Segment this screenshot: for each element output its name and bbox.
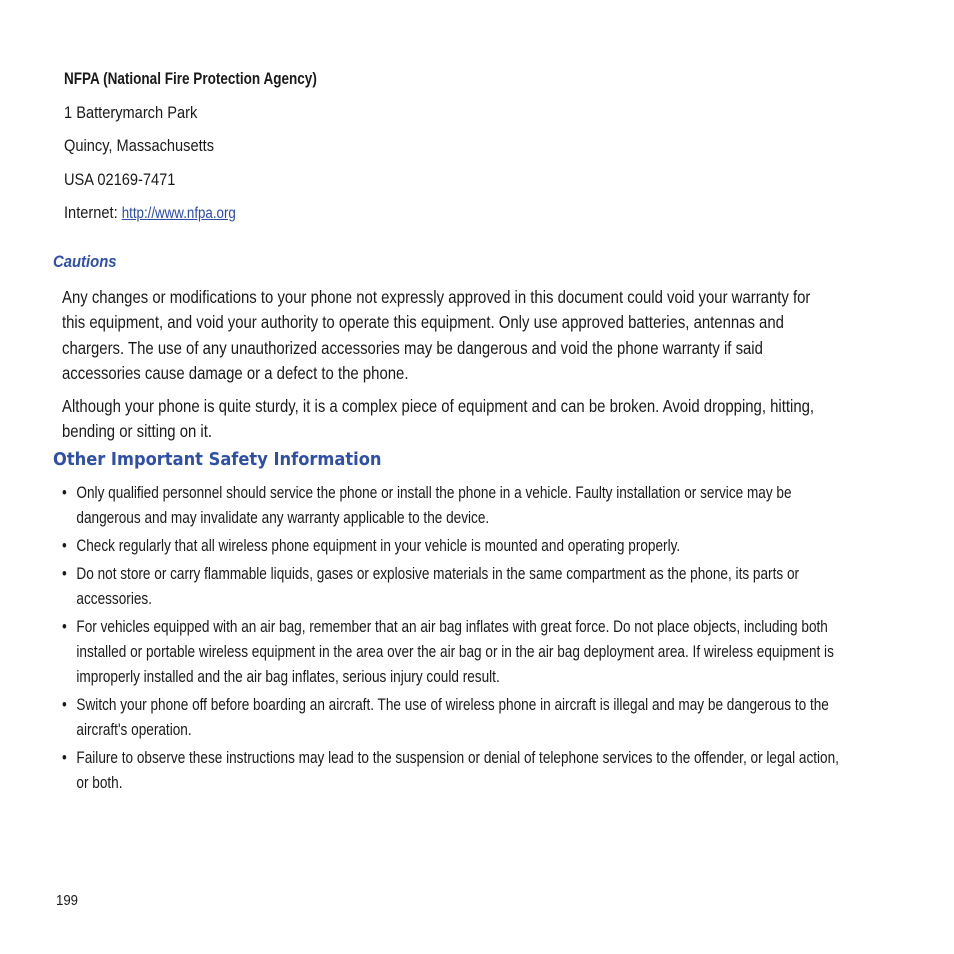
- paragraph-line: this equipment, and void your authority to operate this equipment. Only use approved batteries, antennas and: [62, 312, 784, 333]
- list-item-line: or both.: [76, 773, 123, 792]
- list-item-line: Only qualified personnel should service the phone or install the phone in a vehicle. Faulty installation or service may be: [76, 483, 792, 502]
- page-number: 199: [56, 892, 79, 909]
- list-item-line: installed or portable wireless equipment in the area over the air bag or in the air bag deployment area. If wireless equipment is: [76, 642, 834, 661]
- list-item-line: Check regularly that all wireless phone equipment in your vehicle is mounted and operating properly.: [76, 536, 681, 555]
- list-item: [62, 745, 954, 795]
- paragraph-line: chargers. The use of any unauthorized accessories may be dangerous and void the phone warranty if said: [62, 337, 763, 358]
- bullet-icon: •: [62, 536, 67, 555]
- safety-heading: Other Important Safety Information: [53, 450, 382, 470]
- address-line-2: Quincy, Massachusetts: [64, 136, 215, 155]
- bullet-icon: •: [62, 483, 67, 502]
- address-line-3: USA 02169-7471: [64, 170, 176, 189]
- bullet-icon: •: [62, 564, 67, 583]
- list-item: [62, 692, 954, 742]
- list-item: [62, 614, 954, 689]
- list-item-line: Failure to observe these instructions may lead to the suspension or denial of telephone services to the offender, or legal action,: [76, 748, 839, 767]
- list-item: [62, 480, 954, 530]
- nfpa-website-link[interactable]: http://www.nfpa.org: [121, 205, 236, 222]
- list-item-line: Switch your phone off before boarding an aircraft. The use of wireless phone in aircraft is illegal and may be dangerous to the: [76, 695, 829, 714]
- list-item-line: For vehicles equipped with an air bag, remember that an air bag inflates with great force. Do not place objects, including both: [76, 617, 828, 636]
- internet-label: Internet:: [64, 203, 122, 222]
- list-item: [62, 533, 954, 558]
- internet-line: [64, 203, 236, 223]
- address-line-1: 1 Batterymarch Park: [64, 103, 198, 122]
- paragraph-line: Although your phone is quite sturdy, it is a complex piece of equipment and can be broken. Avoid dropping, hitting,: [62, 396, 815, 416]
- bullet-icon: •: [62, 695, 67, 714]
- bullet-icon: •: [62, 748, 67, 767]
- list-item-line: dangerous and may invalidate any warranty applicable to the device.: [76, 508, 490, 527]
- paragraph-line: accessories cause damage or a defect to the phone.: [62, 362, 409, 383]
- bullet-icon: •: [62, 617, 67, 636]
- list-item-line: improperly installed and the air bag inflates, serious injury could result.: [76, 667, 500, 686]
- paragraph-line: Any changes or modifications to your phone not expressly approved in this document could void your warranty for: [62, 287, 811, 307]
- paragraph-line: bending or sitting on it.: [62, 421, 213, 442]
- cautions-heading: Cautions: [53, 253, 117, 271]
- org-title: NFPA (National Fire Protection Agency): [64, 70, 317, 88]
- safety-bullet-list: [62, 480, 954, 798]
- list-item-line: accessories.: [76, 589, 152, 608]
- list-item-line: Do not store or carry flammable liquids, gases or explosive materials in the same compartment as the phone, its parts or: [76, 564, 800, 583]
- cautions-paragraph-1: [62, 285, 914, 386]
- list-item-line: aircraft's operation.: [76, 720, 192, 739]
- list-item: [62, 561, 954, 611]
- cautions-paragraph-2: [62, 394, 914, 445]
